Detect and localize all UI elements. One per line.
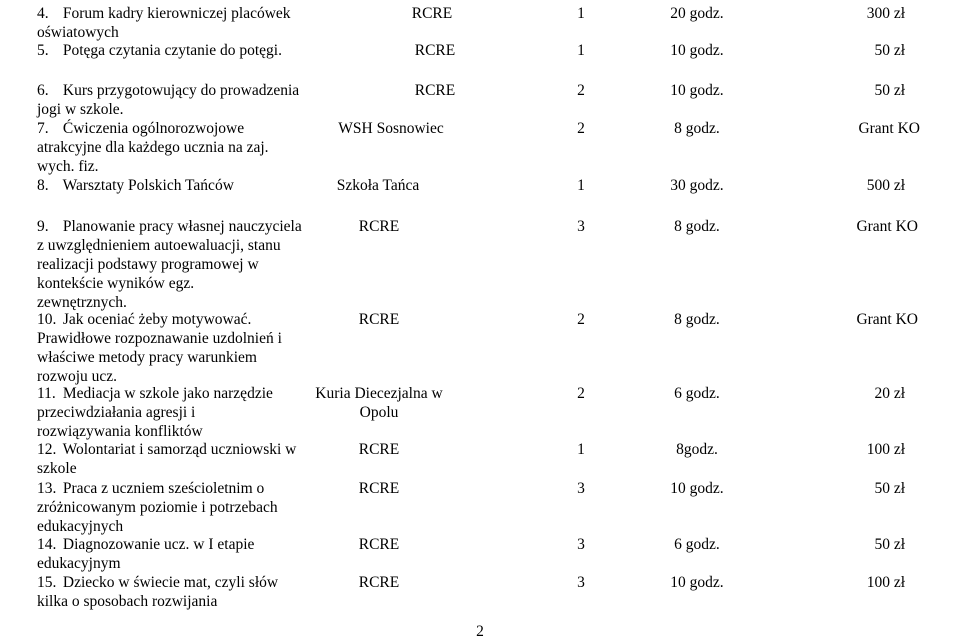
course-cost: Grant KO [856, 311, 918, 328]
row-divider [0, 612, 959, 613]
course-hours: 10 godz. [670, 574, 724, 591]
course-title-line: kontekście wyników egz. [37, 275, 195, 292]
course-number: 10. [37, 311, 57, 328]
course-title-line: szkole [37, 460, 77, 477]
course-title-line: Prawidłowe rozpoznawanie uzdolnień i [37, 330, 282, 347]
course-number: 7. [37, 120, 49, 137]
course-number: 13. [37, 480, 57, 497]
course-title-line: realizacji podstawy programowej w [37, 256, 259, 273]
course-participants: 3 [577, 574, 585, 591]
course-participants: 2 [577, 385, 585, 402]
course-title [37, 535, 254, 573]
institution-line: Szkoła Tańca [336, 177, 420, 194]
course-title-line: edukacyjnych [37, 518, 124, 535]
course-number: 15. [37, 574, 57, 591]
course-institution [279, 310, 479, 329]
institution-line: WSH Sosnowiec [338, 120, 444, 137]
course-cost: 100 zł [866, 441, 905, 458]
course-participants: 3 [577, 218, 585, 235]
course-title [37, 41, 282, 60]
course-hours: 8 godz. [674, 311, 720, 328]
course-institution [278, 176, 478, 195]
course-title-line: 6. Kurs przygotowujący do prowadzenia [37, 82, 300, 99]
course-title-line: z uwzględnieniem autoewaluacji, stanu [37, 237, 281, 254]
row-divider [0, 532, 959, 533]
course-title-line: rozwiązywania konfliktów [37, 423, 203, 440]
course-cost: Grant KO [856, 218, 918, 235]
course-title-line: oświatowych [37, 24, 119, 41]
institution-line: RCRE [358, 218, 400, 235]
course-title-line: 12. Wolontariat i samorząd uczniowski w [37, 441, 297, 458]
course-participants: 2 [577, 311, 585, 328]
row-divider [0, 307, 959, 308]
course-cost: 20 zł [874, 385, 905, 402]
course-institution [279, 573, 479, 592]
institution-line: Kuria Diecezjalna w [315, 385, 443, 402]
course-title [37, 4, 291, 42]
course-title-line: jogi w szkole. [37, 101, 124, 118]
course-participants: 1 [577, 42, 585, 59]
course-title-line: 11. Mediacja w szkole jako narzędzie [37, 385, 273, 402]
course-hours: 6 godz. [674, 385, 720, 402]
page-number: 2 [476, 623, 484, 640]
course-title [37, 176, 234, 195]
course-participants: 2 [577, 120, 585, 137]
course-cost: 50 zł [874, 42, 905, 59]
row-divider [0, 381, 959, 382]
institution-line: RCRE [358, 536, 400, 553]
course-institution [279, 384, 479, 422]
course-participants: 2 [577, 82, 585, 99]
course-title-line: 7. Ćwiczenia ogólnorozwojowe [37, 120, 245, 137]
course-hours: 8 godz. [674, 218, 720, 235]
course-title-line: 15. Dziecko w świecie mat, czyli słów [37, 574, 279, 591]
course-cost: Grant KO [858, 120, 920, 137]
course-participants: 1 [577, 5, 585, 22]
institution-line: RCRE [358, 441, 400, 458]
course-institution [279, 440, 479, 459]
course-number: 14. [37, 536, 57, 553]
row-divider [0, 476, 959, 477]
course-hours: 20 godz. [670, 5, 724, 22]
course-title-line: rozwoju ucz. [37, 368, 118, 385]
course-participants: 1 [577, 441, 585, 458]
course-title [37, 310, 282, 386]
course-number: 9. [37, 218, 49, 235]
course-cost: 300 zł [866, 5, 905, 22]
course-title-line: 8. Warsztaty Polskich Tańców [37, 177, 234, 194]
course-title-line: 13. Praca z uczniem sześcioletnim o [37, 480, 265, 497]
course-number: 6. [37, 82, 49, 99]
row-divider [0, 77, 959, 78]
course-cost: 50 zł [874, 480, 905, 497]
course-title-line: 5. Potęga czytania czytanie do potęgi. [37, 42, 282, 59]
course-cost: 50 zł [874, 536, 905, 553]
institution-line: RCRE [414, 82, 456, 99]
course-title [37, 217, 302, 312]
course-hours: 8godz. [676, 441, 718, 458]
course-title-line: zewnętrznych. [37, 294, 127, 311]
course-cost: 500 zł [866, 177, 905, 194]
course-hours: 10 godz. [670, 480, 724, 497]
course-title-line: właściwe metody pracy warunkiem [37, 349, 257, 366]
course-hours: 10 godz. [670, 82, 724, 99]
course-title-line: przeciwdziałania agresji i [37, 404, 196, 421]
course-hours: 6 godz. [674, 536, 720, 553]
course-number: 12. [37, 441, 57, 458]
course-cost: 50 zł [874, 82, 905, 99]
course-title-line: 10. Jak oceniać żeby motywować. [37, 311, 252, 328]
course-title-line: kilka o sposobach rozwijania [37, 593, 218, 610]
row-divider [0, 213, 959, 214]
course-hours: 8 godz. [674, 120, 720, 137]
course-hours: 10 godz. [670, 42, 724, 59]
course-title-line: atrakcyjne dla każdego ucznia na zaj. [37, 139, 269, 156]
course-title-line: edukacyjnym [37, 555, 121, 572]
course-number: 4. [37, 5, 49, 22]
course-hours: 30 godz. [670, 177, 724, 194]
institution-line: Opolu [359, 404, 399, 421]
course-institution [279, 479, 479, 498]
course-title [37, 384, 273, 441]
course-number: 5. [37, 42, 49, 59]
course-title-line: 4. Forum kadry kierowniczej placówek [37, 5, 291, 22]
course-institution [291, 119, 491, 138]
course-title [37, 440, 296, 478]
course-institution [332, 4, 532, 23]
course-number: 11. [37, 385, 56, 402]
course-participants: 3 [577, 536, 585, 553]
row-divider [0, 38, 959, 39]
institution-line: RCRE [358, 574, 400, 591]
course-title [37, 81, 299, 119]
row-divider [0, 437, 959, 438]
course-institution [279, 217, 479, 236]
course-institution [335, 41, 535, 60]
course-title-line: 9. Planowanie pracy własnej nauczyciela [37, 218, 302, 235]
course-title [37, 573, 278, 611]
course-title-line: wych. fiz. [37, 158, 99, 175]
institution-line: RCRE [358, 480, 400, 497]
course-title [37, 479, 278, 536]
course-institution [335, 81, 535, 100]
row-divider [0, 173, 959, 174]
course-cost: 100 zł [866, 574, 905, 591]
course-title-line: zróżnicowanym poziomie i potrzebach [37, 499, 278, 516]
institution-line: RCRE [411, 5, 453, 22]
course-title [37, 119, 269, 176]
institution-line: RCRE [358, 311, 400, 328]
row-divider [0, 570, 959, 571]
course-institution [279, 535, 479, 554]
course-participants: 1 [577, 177, 585, 194]
course-participants: 3 [577, 480, 585, 497]
institution-line: RCRE [414, 42, 456, 59]
course-number: 8. [37, 177, 49, 194]
course-title-line: 14. Diagnozowanie ucz. w I etapie [37, 536, 255, 553]
